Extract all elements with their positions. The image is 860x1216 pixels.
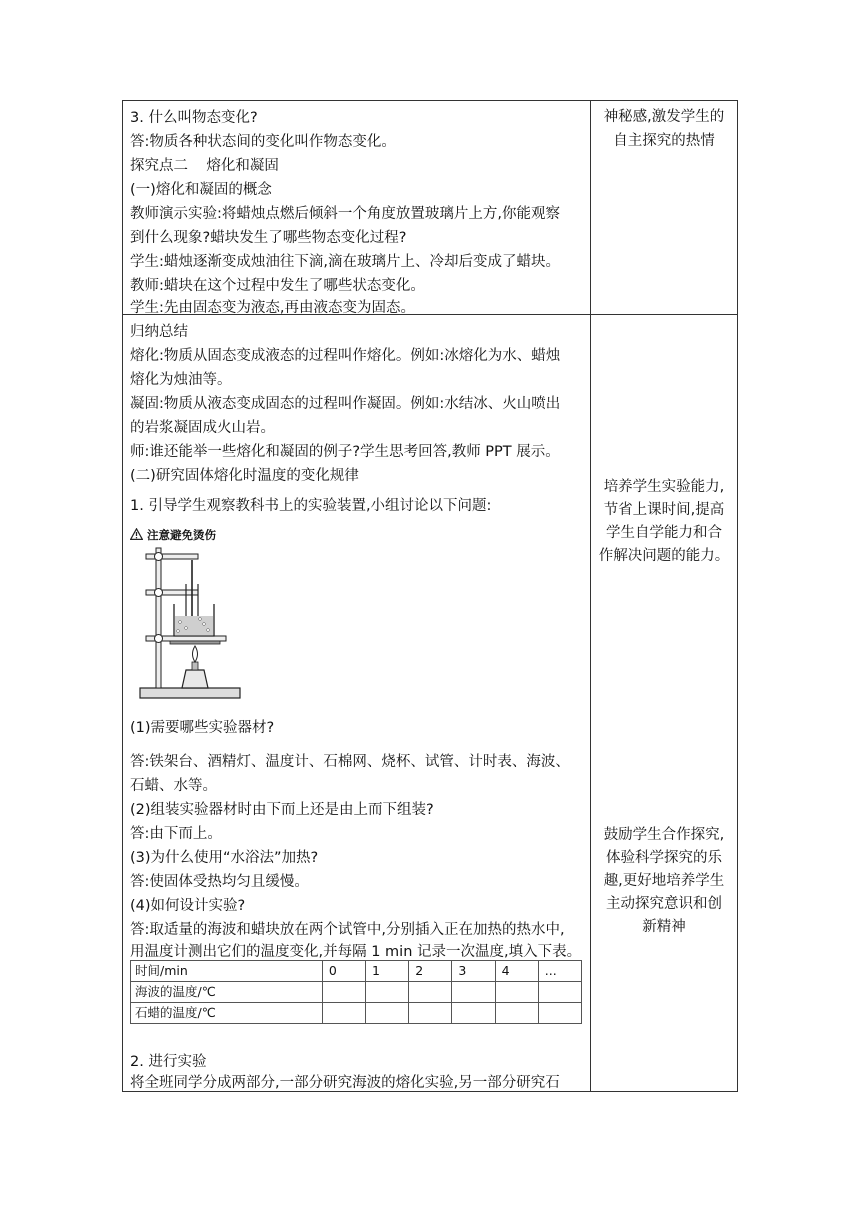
table-row	[131, 982, 582, 1003]
question-line: (1)需要哪些实验器材?	[130, 720, 275, 736]
text-line: 教师:蜡块在这个过程中发生了哪些状态变化。	[130, 278, 425, 294]
side-note-line: 培养学生实验能力,	[603, 479, 725, 495]
table-cell	[538, 1003, 581, 1024]
side-note-line: 作解决问题的能力。	[598, 548, 730, 564]
figure-caption-text: 注意避免烫伤	[147, 528, 217, 542]
melting-apparatus-figure	[130, 544, 250, 704]
table-cell: 石蜡的温度/℃	[131, 1003, 323, 1024]
text-line: 石蜡、水等。	[130, 778, 217, 794]
text-line: 教师演示实验:将蜡烛点燃后倾斜一个角度放置玻璃片上方,你能观察	[130, 206, 560, 222]
side-note-line: 学生自学能力和合	[606, 525, 722, 541]
table-cell	[495, 1003, 538, 1024]
table-cell	[538, 982, 581, 1003]
table-cell: 1	[366, 961, 409, 982]
text-line: 学生:先由固态变为液态,再由液态变为固态。	[130, 300, 415, 316]
side-note-line: 鼓励学生合作探究,	[603, 827, 725, 843]
table-cell: 3	[452, 961, 495, 982]
text-line: 1. 引导学生观察教科书上的实验装置,小组讨论以下问题:	[130, 498, 492, 514]
table-cell: 4	[495, 961, 538, 982]
section-heading: 探究点二 熔化和凝固	[130, 158, 279, 174]
text-line: 熔化为烛油等。	[130, 372, 232, 388]
side-note-line: 趣,更好地培养学生	[603, 873, 725, 889]
subsection-heading: (一)熔化和凝固的概念	[130, 182, 272, 198]
table-cell	[322, 1003, 365, 1024]
side-note-line: 主动探究意识和创	[606, 896, 722, 912]
subsection-heading: (二)研究固体熔化时温度的变化规律	[130, 468, 359, 484]
side-note-line: 神秘感,激发学生的	[603, 109, 725, 125]
table-cell	[495, 982, 538, 1003]
text-line: 学生:蜡烛逐渐变成烛油往下滴,滴在玻璃片上、冷却后变成了蜡块。	[130, 254, 560, 270]
table-cell: ...	[538, 961, 581, 982]
table-cell	[366, 982, 409, 1003]
text-line: 答:由下而上。	[130, 826, 222, 842]
text-line: 答:使固体受热均匀且缓慢。	[130, 874, 309, 890]
table-cell	[322, 982, 365, 1003]
table-cell: 0	[322, 961, 365, 982]
table-row	[131, 1003, 582, 1024]
table-row	[131, 961, 582, 982]
step-heading: 2. 进行实验	[130, 1054, 207, 1070]
table-cell: 时间/min	[131, 961, 323, 982]
side-note-line: 新精神	[642, 919, 686, 935]
text-line: 到什么现象?蜡块发生了哪些物态变化过程?	[130, 230, 407, 246]
table-cell	[409, 982, 452, 1003]
table-cell	[452, 982, 495, 1003]
side-note-line: 节省上课时间,提高	[603, 502, 725, 518]
table-cell	[409, 1003, 452, 1024]
side-note-line: 体验科学探究的乐	[606, 850, 722, 866]
column-divider	[590, 100, 591, 1092]
text-line: 答:铁架台、酒精灯、温度计、石棉网、烧杯、试管、计时表、海波、	[130, 754, 570, 770]
text-line: 熔化:物质从固态变成液态的过程叫作熔化。例如:冰熔化为水、蜡烛	[130, 348, 561, 364]
text-line: 答:物质各种状态间的变化叫作物态变化。	[130, 134, 396, 150]
table-cell: 海波的温度/℃	[131, 982, 323, 1003]
question-line: (2)组装实验器材时由下而上还是由上而下组装?	[130, 802, 434, 818]
side-note-line: 自主探究的热情	[613, 133, 715, 149]
text-line: 答:取适量的海波和蜡块放在两个试管中,分别插入正在加热的热水中,	[130, 922, 565, 938]
text-line: 3. 什么叫物态变化?	[130, 110, 258, 126]
table-cell	[366, 1003, 409, 1024]
temperature-record-table	[130, 960, 582, 1024]
table-cell	[452, 1003, 495, 1024]
warning-icon	[130, 528, 143, 540]
summary-heading: 归纳总结	[130, 324, 188, 340]
text-line: 凝固:物质从液态变成固态的过程叫作凝固。例如:水结冰、火山喷出	[130, 396, 561, 412]
question-line: (4)如何设计实验?	[130, 898, 246, 914]
text-line: 用温度计测出它们的温度变化,并每隔 1 min 记录一次温度,填入下表。	[130, 944, 582, 960]
text-line: 师:谁还能举一些熔化和凝固的例子?学生思考回答,教师 PPT 展示。	[130, 444, 560, 460]
table-cell: 2	[409, 961, 452, 982]
question-line: (3)为什么使用“水浴法”加热?	[130, 850, 319, 866]
text-line: 将全班同学分成两部分,一部分研究海波的熔化实验,另一部分研究石	[130, 1075, 560, 1091]
text-line: 的岩浆凝固成火山岩。	[130, 420, 275, 436]
figure-caption	[130, 527, 216, 543]
